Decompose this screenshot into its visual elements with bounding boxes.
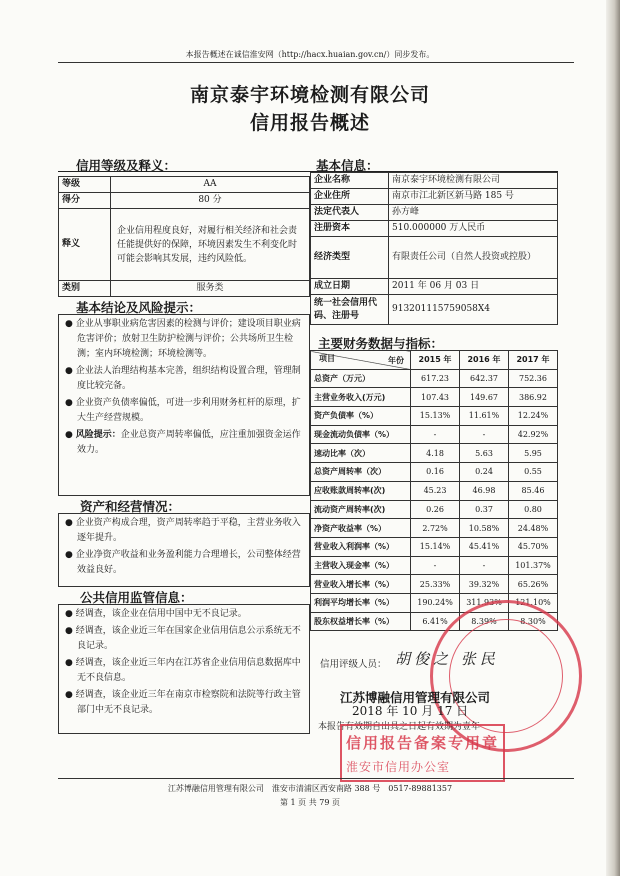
finance-value: 0.80 (508, 500, 557, 519)
issuing-organization: 江苏博融信用管理有限公司 (340, 690, 491, 705)
conclusion-text: 企业从事职业病危害因素的检测与评价；建设项目职业病危害评价；放射卫生防护检测与评价；公共场所卫生检测；室内环境检测；环境检测等。 (75, 319, 301, 359)
score-row (59, 193, 310, 209)
finance-value: 10.58% (460, 519, 509, 538)
conclusion-heading: 基本结论及风险提示： (76, 300, 202, 315)
finance-value: 45.23 (411, 481, 460, 500)
finance-value: 121.10% (508, 593, 557, 612)
finance-item-name: 主营收入现金率（%） (311, 556, 411, 575)
finance-item-name: 现金流动负债率（%） (311, 425, 411, 444)
finance-value: 45.70% (508, 537, 557, 556)
year-header: 2015 年 (411, 351, 460, 370)
conclusion-item: ● 企业法人治理结构基本完善，组织结构设置合理，管理制度比较完备。 (65, 366, 301, 391)
operation-text: 企业净资产收益和业务盈利能力合理增长，公司整体经营效益良好。 (75, 550, 301, 575)
validity-note: 本报告有效期自出具之日起有效期为壹年 (318, 722, 481, 732)
finance-item-name: 股东权益增长率（%） (311, 612, 411, 631)
issue-date: 2018 年 10 月 17 日 (352, 704, 469, 718)
corner-year-label: 年份 (388, 356, 405, 365)
grade-rule (58, 171, 310, 172)
operation-item: ● 企业净资产收益和业务盈利能力合理增长，公司整体经营效益良好。 (65, 550, 301, 575)
risk-item: ● 风险提示：企业总资产周转率偏低，应注重加强资金运作效力。 (65, 430, 301, 455)
header-rule (58, 62, 574, 63)
basic-row (311, 221, 558, 237)
finance-value: 0.37 (460, 500, 509, 519)
grade-heading: 信用等级及释义： (76, 158, 177, 173)
finance-value: 642.37 (460, 369, 509, 388)
year-header: 2017 年 (508, 351, 557, 370)
finance-row (311, 519, 558, 538)
operation-heading: 资产和经营情况： (80, 499, 181, 514)
finance-value: 85.46 (508, 481, 557, 500)
finance-value: 752.36 (508, 369, 557, 388)
finance-value: 15.13% (411, 407, 460, 426)
finance-value: 0.55 (508, 463, 557, 482)
legal-rep-value: 孙方峰 (389, 205, 558, 221)
finance-value: - (411, 556, 460, 575)
stamp-office: 淮安市信用办公室 (346, 760, 451, 774)
supervision-heading: 公共信用监管信息： (80, 590, 193, 605)
legal-rep-label: 法定代表人 (311, 205, 389, 221)
grade-label: 等级 (59, 177, 111, 193)
finance-item-name: 总资产（万元） (311, 369, 411, 388)
supervision-box (58, 604, 310, 734)
conclusion-item: ● 企业资产负债率偏低，可进一步利用财务杠杆的原理，扩大生产经营规模。 (65, 398, 301, 423)
founded-value: 2011 年 06 月 03 日 (389, 279, 558, 295)
finance-value: 45.41% (460, 537, 509, 556)
supervision-item: ● 经调查，该企业在信用中国中无不良记录。 (65, 609, 247, 619)
grade-row (59, 177, 310, 193)
finance-item-name: 主营业务收入(万元) (311, 388, 411, 407)
finance-row (311, 369, 558, 388)
rater-signature: 胡俊之 张民 (395, 650, 499, 668)
score-value: 80 分 (111, 193, 310, 209)
finance-value: 101.37% (508, 556, 557, 575)
finance-row (311, 556, 558, 575)
footer-rule (58, 778, 574, 779)
finance-row (311, 537, 558, 556)
conclusion-text: 企业法人治理结构基本完善，组织结构设置合理，管理制度比较完备。 (75, 366, 301, 391)
finance-value: 12.24% (508, 407, 557, 426)
operation-item: ● 企业资产构成合理，资产周转率趋于平稳，主营业务收入逐年提升。 (65, 518, 301, 543)
finance-row (311, 444, 558, 463)
finance-value: 617.23 (411, 369, 460, 388)
supervision-item: ● 经调查，该企业近三年在南京市检察院和法院等行政主管部门中无不良记录。 (65, 690, 301, 715)
capital-value: 510.000000 万人民币 (389, 221, 558, 237)
operation-box (58, 513, 310, 587)
finance-item-name: 总资产周转率（次） (311, 463, 411, 482)
rater-label: 信用评级人员： (320, 659, 387, 670)
finance-value: 0.26 (411, 500, 460, 519)
publication-notice: 本报告概述在诚信淮安网（http://hacx.huaian.gov.cn/）同步发布。 (185, 50, 435, 59)
footer-company: 江苏博融信用管理有限公司 淮安市清浦区西安南路 388 号 0517-89881357 (167, 784, 453, 793)
finance-item-name: 流动资产周转率(次) (311, 500, 411, 519)
basic-heading: 基本信息： (316, 158, 379, 173)
grade-table (58, 176, 310, 297)
finance-value: - (460, 425, 509, 444)
finance-value: - (411, 425, 460, 444)
finance-value: 2.72% (411, 519, 460, 538)
economic-type-value: 有限责任公司（自然人投资或控股） (389, 237, 558, 279)
finance-item-name: 资产负债率（%） (311, 407, 411, 426)
supervision-item: ● 经调查，该企业近三年内在江苏省企业信用信息数据库中无不良信息。 (65, 658, 301, 683)
finance-value: 149.67 (460, 388, 509, 407)
definition-label: 释义 (59, 209, 111, 281)
finance-row (311, 500, 558, 519)
filing-stamp (340, 724, 505, 782)
supervision-text: 经调查，该企业近三年在南京市检察院和法院等行政主管部门中无不良记录。 (75, 690, 301, 715)
finance-value: 0.24 (460, 463, 509, 482)
finance-item-name: 营业收入利润率（%） (311, 537, 411, 556)
definition-row (59, 209, 310, 281)
risk-text: 企业总资产周转率偏低，应注重加强资金运作效力。 (77, 430, 301, 455)
supervision-text: 经调查，该企业近三年在国家企业信用信息公示系统无不良记录。 (75, 626, 301, 651)
category-label: 类别 (59, 281, 111, 297)
grade-value: AA (111, 177, 310, 193)
economic-type-label: 经济类型 (311, 237, 389, 279)
score-label: 得分 (59, 193, 111, 209)
company-name-label: 企业名称 (311, 173, 389, 189)
finance-value: 15.14% (411, 537, 460, 556)
year-header: 2016 年 (460, 351, 509, 370)
finance-value: 65.26% (508, 575, 557, 594)
finance-row (311, 481, 558, 500)
finance-table (310, 350, 558, 631)
finance-header-row (311, 351, 558, 370)
capital-label: 注册资本 (311, 221, 389, 237)
supervision-text: 经调查，该企业近三年内在江苏省企业信用信息数据库中无不良信息。 (75, 658, 301, 683)
address-value: 南京市江北新区新马路 185 号 (389, 189, 558, 205)
stamp-title: 信用报告备案专用章 (346, 734, 500, 752)
finance-corner-cell (311, 351, 411, 370)
credit-code-label: 统一社会信用代码、注册号 (311, 295, 389, 325)
finance-value: 311.93% (460, 593, 509, 612)
finance-value: 25.33% (411, 575, 460, 594)
finance-value: 8.39% (460, 612, 509, 631)
finance-heading: 主要财务数据与指标： (318, 336, 444, 351)
conclusion-box (58, 314, 310, 496)
finance-value: 39.32% (460, 575, 509, 594)
founded-label: 成立日期 (311, 279, 389, 295)
finance-row (311, 407, 558, 426)
finance-item-name: 利润平均增长率（%） (311, 593, 411, 612)
page-number: 第 1 页 共 79 页 (280, 798, 340, 807)
report-title: 信用报告概述 (249, 112, 370, 134)
finance-item-name: 净资产收益率（%） (311, 519, 411, 538)
risk-label: 风险提示： (75, 430, 121, 440)
finance-value: 6.41% (411, 612, 460, 631)
company-title: 南京泰宇环境检测有限公司 (189, 84, 430, 106)
company-name-value: 南京泰宇环境检测有限公司 (389, 173, 558, 189)
basic-row (311, 295, 558, 325)
finance-value: 190.24% (411, 593, 460, 612)
finance-value: 42.92% (508, 425, 557, 444)
address-label: 企业住所 (311, 189, 389, 205)
finance-value: 8.30% (508, 612, 557, 631)
supervision-text: 经调查，该企业在信用中国中无不良记录。 (75, 609, 247, 619)
finance-value: 5.95 (508, 444, 557, 463)
basic-row (311, 173, 558, 189)
finance-value: 0.16 (411, 463, 460, 482)
category-row (59, 281, 310, 297)
credit-code-value: 913201115759058X4 (389, 295, 558, 325)
finance-value: 107.43 (411, 388, 460, 407)
conclusion-text: 企业资产负债率偏低，可进一步利用财务杠杆的原理，扩大生产经营规模。 (75, 398, 301, 423)
conclusion-item: ● 企业从事职业病危害因素的检测与评价；建设项目职业病危害评价；放射卫生防护检测与评价；公共场所卫生检测；室内环境检测；环境检测等。 (65, 319, 301, 359)
finance-row (311, 425, 558, 444)
finance-item-name: 应收账款周转率(次) (311, 481, 411, 500)
basic-row (311, 205, 558, 221)
operation-text: 企业资产构成合理，资产周转率趋于平稳，主营业务收入逐年提升。 (75, 518, 301, 543)
finance-item-name: 营业收入增长率（%） (311, 575, 411, 594)
basic-row (311, 237, 558, 279)
supervision-item: ● 经调查，该企业近三年在国家企业信用信息公示系统无不良记录。 (65, 626, 301, 651)
definition-value: 企业信用程度良好，对履行相关经济和社会责任能提供好的保障，环境因素发生不利变化时可能会影响其发展，违约风险低。 (111, 209, 310, 281)
finance-value: 4.18 (411, 444, 460, 463)
finance-row (311, 388, 558, 407)
finance-row (311, 575, 558, 594)
corner-item-label: 项目 (319, 353, 335, 363)
finance-value: 24.48% (508, 519, 557, 538)
finance-value: 386.92 (508, 388, 557, 407)
basic-row (311, 279, 558, 295)
finance-value: - (460, 556, 509, 575)
finance-value: 11.61% (460, 407, 509, 426)
finance-value: 5.63 (460, 444, 509, 463)
finance-item-name: 速动比率（次） (311, 444, 411, 463)
basic-row (311, 189, 558, 205)
basic-table (310, 172, 558, 325)
finance-row (311, 463, 558, 482)
finance-value: 46.98 (460, 481, 509, 500)
category-value: 服务类 (111, 281, 310, 297)
